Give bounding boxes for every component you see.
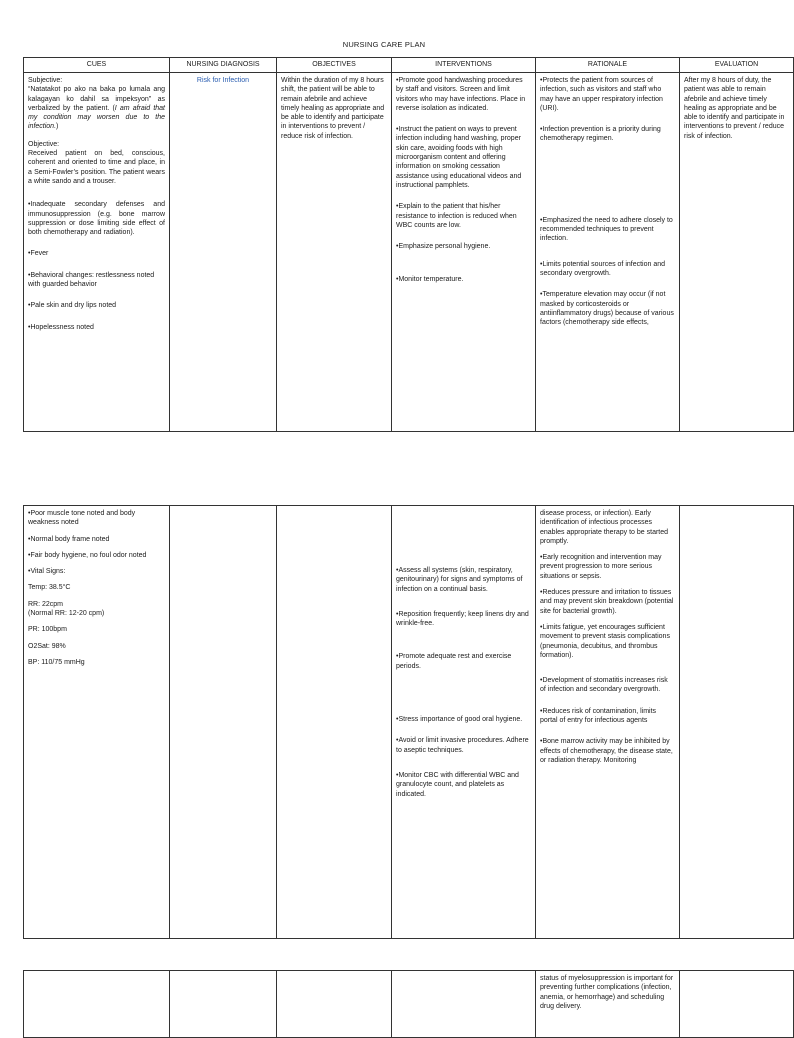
list-item: • Development of stomatitis increases risk of infection and secondary overgrowth. [540,676,675,695]
list-item: • Temperature elevation may occur (if not masked by corticosteroids or antiinflammatory drugs) because of various factors (chemotherapy side effects, [540,290,675,327]
rationale-cell [536,506,680,939]
evaluation-cell [680,506,794,939]
list-item: • Limits potential sources of infection and secondary overgrowth. [540,260,675,279]
header-row [24,58,794,73]
header-rationale: RATIONALE [536,58,680,73]
subjective-label: Subjective: [28,77,63,84]
list-item: • Emphasized the need to adhere closely to recommended techniques to prevent infection. [540,216,675,244]
header-evaluation: EVALUATION [680,58,794,73]
table-row [24,73,794,432]
list-item: • Reduces risk of contamination, limits portal of entry for infectious agents [540,707,675,726]
care-plan-table-page-2 [23,505,794,939]
document-title: NURSING CARE PLAN [342,40,426,49]
rationale-continued: status of myelosuppression is important for preventing further complications (infection, anemia, or hemorrhage) and scheduling drug delivery. [540,975,674,1010]
care-plan-table-page-1 [23,57,794,432]
subjective-close: ) [56,123,59,131]
list-item: • Monitor CBC with differential WBC and granulocyte count, and platelets as indicated. [396,771,531,799]
evaluation-cell [680,73,794,432]
list-item: • Reposition frequently; keep linens dry and wrinkle-free. [396,610,531,629]
subjective-translation: I am afraid that my condition may worsen due to the infection. [28,104,165,131]
list-item: • Promote adequate rest and exercise periods. [396,652,531,671]
objectives-text: Within the duration of my 8 hours shift, the patient will be able to remain afebrile and achieve timely healing as appropriate and be able to identify and participate in interventions to prevent / reduce risk of infection. [281,77,385,140]
cues-cell [24,73,170,432]
diagnosis-cell [170,73,277,432]
list-item: • Pale skin and dry lips noted [28,301,165,310]
cues-cell [24,971,170,1038]
objectives-cell [277,506,392,939]
evaluation-cell [680,971,794,1038]
vital-temp: Temp: 38.5°C [28,584,71,592]
list-item: • Hopelessness noted [28,323,165,332]
diagnosis-cell [170,971,277,1038]
nursing-diagnosis: Risk for Infection [196,77,250,84]
interventions-cell [392,971,536,1038]
list-item: • Reduces pressure and irritation to tissues and may prevent skin breakdown (potential site for bacterial growth). [540,588,675,616]
rationale-cell [536,971,680,1038]
objective-label: Objective: [28,140,60,148]
subjective-text [28,85,165,131]
cues-cell [24,506,170,939]
vital-bp: BP: 110/75 mmHg [28,658,85,666]
list-item: • Fever [28,249,165,258]
rationale-continued: disease process, or infection). Early identification of infectious processes enables appropriate therapy to be started promptly. [540,510,669,545]
list-item: • Infection prevention is a priority during chemotherapy regimen. [540,125,675,144]
interventions-cell [392,506,536,939]
list-item: • Stress importance of good oral hygiene. [396,715,531,724]
list-item: • Inadequate secondary defenses and immunosuppression (e.g. bone marrow suppression or dose limiting side effect of both chemotherapy and radiation). [28,200,165,237]
list-item: • Vital Signs: [28,567,165,576]
list-item: • Instruct the patient on ways to prevent infection including hand washing, proper skin care, avoiding foods with high microorganism content and offering information on smoking cessation assistance using educational videos and instructional pamphlets. [396,125,531,190]
list-item: • Avoid or limit invasive procedures. Adhere to aseptic techniques. [396,736,531,755]
header-cues: CUES [24,58,170,73]
list-item: • Promote good handwashing procedures by staff and visitors. Screen and limit visitors who may have infections. Place in reverse isolation as indicated. [396,76,531,113]
list-item: • Protects the patient from sources of infection, such as visitors and staff who may have an upper respiratory infection (URI). [540,76,675,113]
objectives-cell [277,73,392,432]
table-row [24,506,794,939]
diagnosis-cell [170,506,277,939]
table-row [24,971,794,1038]
rationale-cell [536,73,680,432]
list-item: • Explain to the patient that his/her resistance to infection is reduced when WBC counts are low. [396,202,531,230]
evaluation-text: After my 8 hours of duty, the patient was able to remain afebrile and achieve timely healing as appropriate and be able to identify and participate in interventions to prevent / reduce risk of infection. [684,77,785,140]
list-item: • Behavioral changes: restlessness noted with guarded behavior [28,271,165,290]
list-item: • Normal body frame noted [28,535,165,544]
vital-o2sat: O2Sat: 98% [28,642,66,650]
list-item: • Emphasize personal hygiene. [396,242,531,251]
objectives-cell [277,971,392,1038]
list-item: • Monitor temperature. [396,275,531,284]
list-item: • Limits fatigue, yet encourages sufficient movement to prevent stasis complications (pneumonia, decubitus, and thrombus formation). [540,623,675,660]
list-item: • Early recognition and intervention may prevent progression to more serious situations or sepsis. [540,553,675,581]
subjective-quote: “Natatakot po ako na baka po lumala ang kalagayan ko dahil sa impeksyon” as verbalized by the patient. ( [28,86,165,112]
vital-rr-normal: (Normal RR: 12-20 cpm) [28,610,105,618]
list-item: • Bone marrow activity may be inhibited by effects of chemotherapy, the disease state, or radiation therapy. Monitoring [540,737,675,765]
care-plan-table-page-3 [23,970,794,1038]
header-interventions: INTERVENTIONS [392,58,536,73]
list-item: • Fair body hygiene, no foul odor noted [28,551,165,560]
objective-text: Received patient on bed, conscious, coherent and oriented to time and place, in a Semi-Fowler’s position. The patient wears a white sando and a trouser. [28,150,165,185]
list-item: • Poor muscle tone noted and body weakness noted [28,509,165,528]
vital-pr: PR: 100bpm [28,626,67,634]
interventions-cell [392,73,536,432]
header-nursing-diagnosis: NURSING DIAGNOSIS [170,58,277,73]
vital-rr: RR: 22cpm [28,600,64,608]
list-item: • Assess all systems (skin, respiratory, genitourinary) for signs and symptoms of infection on a continual basis. [396,566,531,594]
header-objectives: OBJECTIVES [277,58,392,73]
